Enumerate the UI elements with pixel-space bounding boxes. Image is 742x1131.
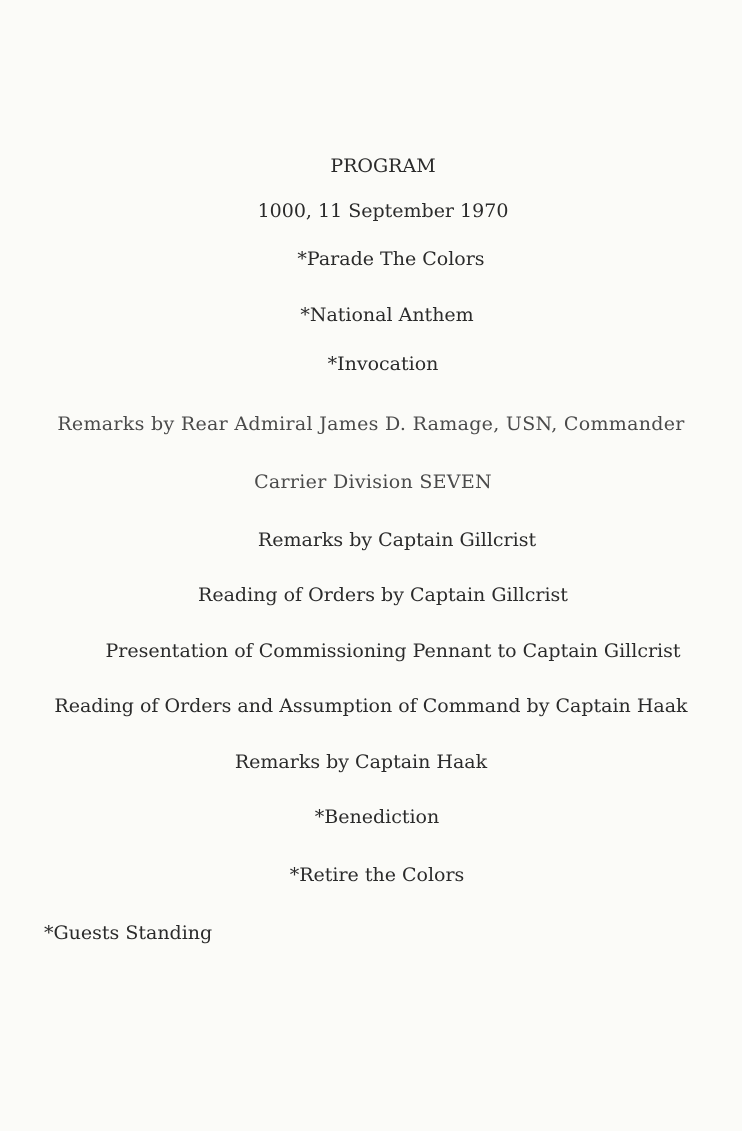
program-item: Remarks by Captain Gillcrist: [257, 529, 537, 551]
program-item: Carrier Division SEVEN: [254, 471, 492, 493]
program-item: *Invocation: [327, 353, 439, 375]
guests-standing-footnote: *Guests Standing: [44, 922, 213, 944]
program-item: *Parade The Colors: [297, 248, 485, 270]
program-item: Remarks by Captain Haak: [234, 751, 488, 773]
program-date: 1000, 11 September 1970: [257, 200, 509, 222]
program-item: *Benediction: [314, 806, 440, 828]
program-item: Remarks by Rear Admiral James D. Ramage, USN, Commander: [57, 413, 685, 435]
program-item: Presentation of Commissioning Pennant to Captain Gillcrist: [105, 640, 681, 662]
program-title: PROGRAM: [330, 155, 436, 177]
program-item: *Retire the Colors: [289, 864, 465, 886]
program-item: Reading of Orders by Captain Gillcrist: [198, 584, 568, 606]
program-item: Reading of Orders and Assumption of Command by Captain Haak: [54, 695, 688, 717]
program-item: *National Anthem: [300, 304, 474, 326]
